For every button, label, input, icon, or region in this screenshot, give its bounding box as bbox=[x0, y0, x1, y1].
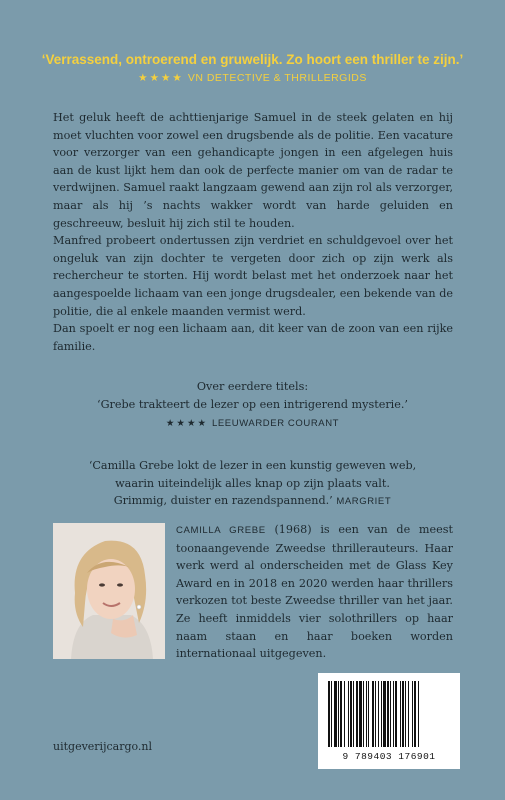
barcode-bar bbox=[353, 681, 354, 747]
blurb bbox=[53, 109, 453, 355]
author-photo bbox=[53, 523, 165, 659]
author-bio-text: (1968) is een van de meest toonaangevende Zweedse thrillerauteurs. Haar werk werd al onderscheiden met de Glass Key Award en in 2018 en 2020 werden haar thrillers verkozen tot beste Zweedse thriller van het jaar. Ze heeft inmiddels vier solothrillers op haar naam staan en haar boeken worden internationaal uitgegeven. bbox=[176, 523, 453, 661]
barcode-icon bbox=[328, 681, 450, 747]
rating-stars-icon: ★★★★ bbox=[165, 418, 208, 430]
barcode-bar bbox=[359, 681, 362, 747]
barcode-bar bbox=[334, 681, 337, 747]
rating-stars-icon: ★★★★ bbox=[138, 72, 184, 84]
barcode-bar bbox=[408, 681, 409, 747]
review-quote-top bbox=[20, 52, 485, 84]
quote-line: ‘Camilla Grebe lokt de lezer in een kunstig geweven web, bbox=[88, 459, 417, 472]
barcode-bar bbox=[344, 681, 345, 747]
barcode-bar bbox=[363, 681, 364, 747]
barcode-bar bbox=[387, 681, 389, 747]
barcode-bar bbox=[366, 681, 367, 747]
author-name: CAMILLA GREBE bbox=[176, 525, 266, 536]
blurb-paragraph: Manfred probeert ondertussen zijn verdriet en schuldgevoel over het ongeluk van zijn dochter te vergeten door zich op zijn werk als rechercheur te storten. Hij wordt belast met het onderzoek naar het aangespoelde lichaam van een jonge drugsdealer, een bekende van de politie, die al enkele maanden vermist werd. bbox=[53, 234, 453, 318]
blurb-paragraph: Het geluk heeft de achttienjarige Samuel in de steek gelaten en hij moet vluchten voor zowel een drugsbende als de politie. Een vacature voor verzorger van een gehandicapte jongen in een afgelegen huis aan de kust lijkt hem dan ook de perfecte manier om van de radar te verdwijnen. Samuel raakt langzaam gewend aan zijn rol als verzorger, maar als hij ’s nachts wakker wordt van harde geluiden en geschreeuw, besluit hij zich stil te houden. bbox=[53, 111, 453, 230]
quote-line-text: Grimmig, duister en razendspannend.’ bbox=[113, 494, 333, 508]
barcode-bar bbox=[383, 681, 386, 747]
earlier-titles-heading: Over eerdere titels: bbox=[196, 380, 309, 393]
barcode-bar bbox=[331, 681, 332, 747]
barcode-bar bbox=[414, 681, 416, 747]
review-quote-text: ‘Verrassend, ontroerend en gruwelijk. Zo hoort een thriller te zijn.’ bbox=[41, 52, 464, 67]
earlier-titles-review bbox=[40, 378, 465, 433]
quote-line: waarin uiteindelijk alles knap op zijn plaats valt. bbox=[115, 476, 390, 490]
barcode-bar bbox=[418, 681, 419, 747]
barcode-bar bbox=[390, 681, 391, 747]
barcode-bar bbox=[328, 681, 330, 747]
barcode-bar bbox=[402, 681, 404, 747]
barcode-bar bbox=[350, 681, 352, 747]
barcode-bar bbox=[338, 681, 339, 747]
isbn-barcode bbox=[318, 673, 460, 769]
barcode-bar bbox=[400, 681, 401, 747]
author-bio bbox=[176, 521, 453, 663]
publisher-website: uitgeverijcargo.nl bbox=[53, 740, 153, 753]
barcode-bar bbox=[412, 681, 413, 747]
author-portrait-illustration bbox=[53, 523, 165, 659]
barcode-bar bbox=[372, 681, 374, 747]
earlier-titles-quote: ‘Grebe trakteert de lezer op een intrigerend mysterie.’ bbox=[97, 397, 408, 411]
review-attribution bbox=[40, 415, 465, 433]
barcode-bar bbox=[368, 681, 369, 747]
barcode-bar bbox=[393, 681, 394, 747]
barcode-bar bbox=[405, 681, 406, 747]
barcode-bar bbox=[381, 681, 382, 747]
review-quote-second bbox=[40, 457, 465, 511]
review-source: MARGRIET bbox=[336, 496, 392, 508]
review-source: LEEUWARDER COURANT bbox=[211, 418, 340, 430]
barcode-bar bbox=[395, 681, 397, 747]
barcode-bar bbox=[348, 681, 349, 747]
barcode-bar bbox=[378, 681, 379, 747]
review-source: VN DETECTIVE & THRILLERGIDS bbox=[187, 72, 367, 84]
barcode-bar bbox=[356, 681, 358, 747]
blurb-paragraph: Dan spoelt er nog een lichaam aan, dit keer van de zoon van een rijke familie. bbox=[53, 322, 453, 353]
barcode-bar bbox=[375, 681, 376, 747]
quote-line-last bbox=[40, 492, 465, 511]
review-attribution bbox=[20, 72, 485, 84]
isbn-number: 9 789403 176901 bbox=[342, 751, 436, 762]
barcode-bar bbox=[340, 681, 342, 747]
